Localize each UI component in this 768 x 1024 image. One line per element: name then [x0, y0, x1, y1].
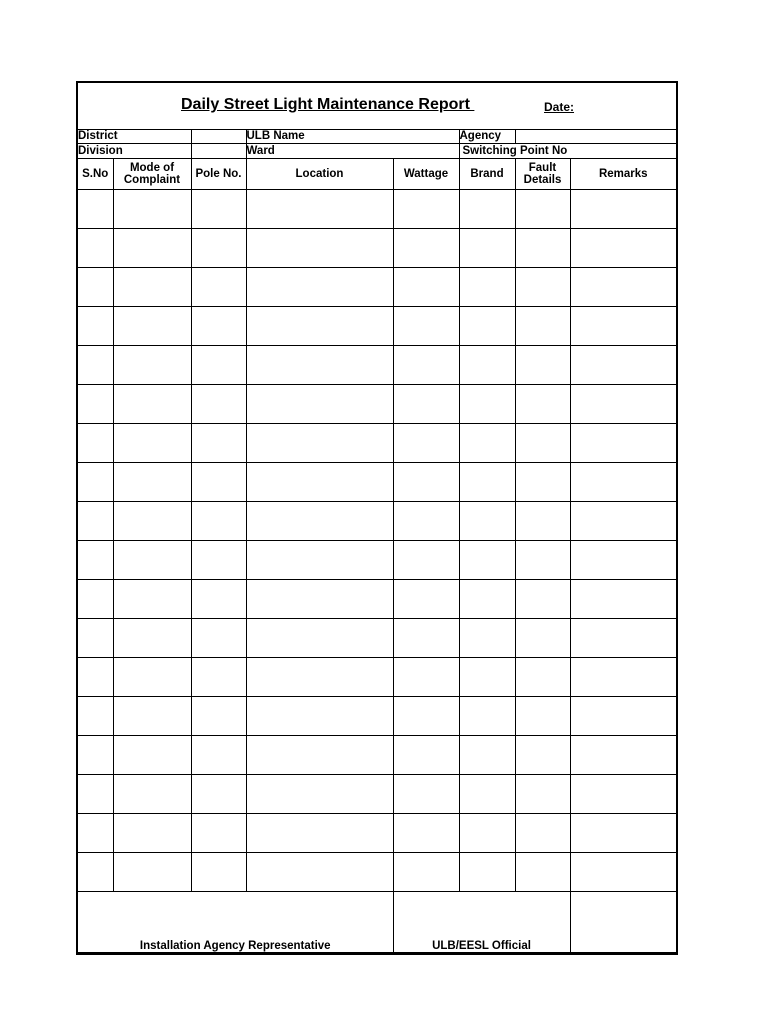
- agency-field[interactable]: [515, 129, 676, 144]
- table-cell[interactable]: [191, 853, 246, 892]
- table-cell[interactable]: [78, 775, 113, 814]
- col-header-mode-of-complaint: Mode of Complaint: [113, 159, 191, 190]
- table-cell[interactable]: [459, 190, 515, 229]
- table-cell[interactable]: [515, 775, 570, 814]
- ward-label: Ward: [246, 144, 459, 159]
- table-cell[interactable]: [246, 775, 393, 814]
- division-label: Division: [78, 144, 191, 159]
- col-header-location: Location: [246, 159, 393, 190]
- table-cell[interactable]: [191, 502, 246, 541]
- table-cell[interactable]: [246, 463, 393, 502]
- table-cell[interactable]: [191, 307, 246, 346]
- table-cell[interactable]: [515, 424, 570, 463]
- report-title: Daily Street Light Maintenance Report: [181, 96, 475, 113]
- table-cell[interactable]: [113, 580, 191, 619]
- table-cell[interactable]: [393, 775, 459, 814]
- table-cell[interactable]: [515, 190, 570, 229]
- info-row-division: [78, 144, 676, 159]
- table-row: [78, 268, 676, 307]
- table-cell[interactable]: [459, 385, 515, 424]
- table-cell[interactable]: [459, 775, 515, 814]
- table-cell[interactable]: [515, 463, 570, 502]
- table-cell[interactable]: [459, 658, 515, 697]
- table-cell[interactable]: [515, 229, 570, 268]
- table-cell[interactable]: [459, 697, 515, 736]
- table-cell[interactable]: [515, 658, 570, 697]
- table-row: [78, 307, 676, 346]
- table-cell[interactable]: [78, 502, 113, 541]
- table-cell[interactable]: [246, 346, 393, 385]
- table-cell[interactable]: [515, 619, 570, 658]
- table-cell[interactable]: [191, 229, 246, 268]
- table-row: [78, 775, 676, 814]
- table-cell[interactable]: [78, 307, 113, 346]
- table-cell[interactable]: [246, 853, 393, 892]
- table-cell[interactable]: [570, 229, 676, 268]
- table-cell[interactable]: [570, 814, 676, 853]
- table-cell[interactable]: [570, 307, 676, 346]
- table-row: [78, 736, 676, 775]
- table-row: [78, 346, 676, 385]
- table-cell[interactable]: [191, 736, 246, 775]
- table-cell[interactable]: [113, 346, 191, 385]
- table-row: [78, 853, 676, 892]
- table-cell[interactable]: [393, 580, 459, 619]
- table-cell[interactable]: [393, 463, 459, 502]
- table-cell[interactable]: [191, 424, 246, 463]
- table-cell[interactable]: [570, 658, 676, 697]
- table-cell[interactable]: [515, 853, 570, 892]
- table-cell[interactable]: [113, 853, 191, 892]
- table-cell[interactable]: [459, 346, 515, 385]
- table-cell[interactable]: [246, 268, 393, 307]
- table-cell[interactable]: [113, 385, 191, 424]
- table-row: [78, 580, 676, 619]
- table-cell[interactable]: [113, 424, 191, 463]
- table-cell[interactable]: [78, 346, 113, 385]
- col-header-brand: Brand: [459, 159, 515, 190]
- table-cell[interactable]: [113, 541, 191, 580]
- table-cell[interactable]: [393, 385, 459, 424]
- table-cell[interactable]: [191, 580, 246, 619]
- table-row: [78, 814, 676, 853]
- table-cell[interactable]: [246, 697, 393, 736]
- table-cell[interactable]: [459, 736, 515, 775]
- table-cell[interactable]: [191, 463, 246, 502]
- table-cell[interactable]: [78, 736, 113, 775]
- table-cell[interactable]: [570, 268, 676, 307]
- ulb-eesl-signature: ULB/EESL Official: [393, 892, 570, 953]
- table-cell[interactable]: [393, 502, 459, 541]
- table-cell[interactable]: [515, 346, 570, 385]
- table-cell[interactable]: [459, 541, 515, 580]
- table-cell[interactable]: [246, 814, 393, 853]
- table-cell[interactable]: [515, 697, 570, 736]
- col-header-remarks: Remarks: [570, 159, 676, 190]
- table-cell[interactable]: [570, 424, 676, 463]
- table-cell[interactable]: [393, 814, 459, 853]
- district-field[interactable]: [191, 129, 246, 144]
- table-cell[interactable]: [515, 385, 570, 424]
- table-cell[interactable]: [459, 307, 515, 346]
- table-cell[interactable]: [113, 190, 191, 229]
- table-cell[interactable]: [113, 736, 191, 775]
- table-cell[interactable]: [393, 307, 459, 346]
- table-cell[interactable]: [246, 502, 393, 541]
- table-cell[interactable]: [113, 268, 191, 307]
- district-label: District: [78, 129, 191, 144]
- table-cell[interactable]: [515, 541, 570, 580]
- table-cell[interactable]: [459, 580, 515, 619]
- table-cell[interactable]: [393, 619, 459, 658]
- table-cell[interactable]: [191, 346, 246, 385]
- table-row: [78, 190, 676, 229]
- table-cell[interactable]: [113, 619, 191, 658]
- table-cell[interactable]: [78, 658, 113, 697]
- table-cell[interactable]: [246, 424, 393, 463]
- table-cell[interactable]: [78, 814, 113, 853]
- table-cell[interactable]: [515, 502, 570, 541]
- signature-row: [78, 892, 676, 953]
- table-cell[interactable]: [570, 736, 676, 775]
- table-row: [78, 463, 676, 502]
- table-cell[interactable]: [459, 424, 515, 463]
- table-cell[interactable]: [78, 424, 113, 463]
- table-cell[interactable]: [191, 541, 246, 580]
- table-cell[interactable]: [459, 502, 515, 541]
- table-cell[interactable]: [78, 697, 113, 736]
- table-row: [78, 541, 676, 580]
- table-cell[interactable]: [191, 619, 246, 658]
- table-cell[interactable]: [515, 307, 570, 346]
- table-cell[interactable]: [191, 814, 246, 853]
- table-cell[interactable]: [78, 229, 113, 268]
- table-cell[interactable]: [113, 229, 191, 268]
- division-field[interactable]: [191, 144, 246, 159]
- table-cell[interactable]: [246, 658, 393, 697]
- table-cell[interactable]: [113, 502, 191, 541]
- table-cell[interactable]: [113, 697, 191, 736]
- table-cell[interactable]: [393, 424, 459, 463]
- table-cell[interactable]: [570, 697, 676, 736]
- info-row-district: [78, 129, 676, 144]
- table-cell[interactable]: [570, 502, 676, 541]
- table-cell[interactable]: [459, 814, 515, 853]
- table-cell[interactable]: [393, 853, 459, 892]
- table-cell[interactable]: [393, 229, 459, 268]
- table-cell[interactable]: [246, 307, 393, 346]
- table-cell[interactable]: [113, 658, 191, 697]
- table-cell[interactable]: [459, 229, 515, 268]
- switching-point-label: Switching Point No: [459, 144, 676, 159]
- table-cell[interactable]: [570, 775, 676, 814]
- table-cell[interactable]: [393, 541, 459, 580]
- col-header-wattage: Wattage: [393, 159, 459, 190]
- table-cell[interactable]: [393, 346, 459, 385]
- table-row: [78, 658, 676, 697]
- table-cell[interactable]: [570, 190, 676, 229]
- signature-blank-cell: [570, 892, 676, 953]
- table-cell[interactable]: [570, 619, 676, 658]
- table-row: [78, 697, 676, 736]
- table-cell[interactable]: [515, 268, 570, 307]
- table-cell[interactable]: [393, 658, 459, 697]
- table-cell[interactable]: [78, 190, 113, 229]
- table-cell[interactable]: [78, 541, 113, 580]
- table-cell[interactable]: [191, 658, 246, 697]
- table-cell[interactable]: [78, 853, 113, 892]
- table-cell[interactable]: [393, 190, 459, 229]
- table-row: [78, 229, 676, 268]
- table-cell[interactable]: [78, 268, 113, 307]
- table-cell[interactable]: [459, 268, 515, 307]
- installation-agency-signature: Installation Agency Representative: [78, 892, 393, 953]
- table-cell[interactable]: [191, 775, 246, 814]
- agency-label: Agency: [459, 129, 515, 144]
- table-cell[interactable]: [113, 307, 191, 346]
- col-header-sno: S.No: [78, 159, 113, 190]
- table-cell[interactable]: [191, 190, 246, 229]
- date-label: Date:: [544, 100, 575, 114]
- table-cell[interactable]: [191, 697, 246, 736]
- table-cell[interactable]: [393, 697, 459, 736]
- table-row: [78, 619, 676, 658]
- table-cell[interactable]: [246, 580, 393, 619]
- table-cell[interactable]: [113, 463, 191, 502]
- table-cell[interactable]: [78, 580, 113, 619]
- table-row: [78, 502, 676, 541]
- table-row: [78, 424, 676, 463]
- table-cell[interactable]: [570, 385, 676, 424]
- table-row: [78, 385, 676, 424]
- table-cell[interactable]: [515, 736, 570, 775]
- column-header-row: [78, 159, 676, 190]
- table-cell[interactable]: [246, 541, 393, 580]
- table-cell[interactable]: [246, 190, 393, 229]
- table-cell[interactable]: [570, 541, 676, 580]
- table-cell[interactable]: [570, 463, 676, 502]
- table-cell[interactable]: [246, 229, 393, 268]
- table-cell[interactable]: [246, 619, 393, 658]
- table-cell[interactable]: [78, 463, 113, 502]
- table-cell[interactable]: [515, 814, 570, 853]
- ulb-name-label: ULB Name: [246, 129, 459, 144]
- table-cell[interactable]: [78, 619, 113, 658]
- table-cell[interactable]: [191, 385, 246, 424]
- table-cell[interactable]: [113, 775, 191, 814]
- table-cell[interactable]: [393, 736, 459, 775]
- table-cell[interactable]: [246, 385, 393, 424]
- table-cell[interactable]: [570, 853, 676, 892]
- col-header-fault-details: Fault Details: [515, 159, 570, 190]
- table-cell[interactable]: [515, 580, 570, 619]
- table-cell[interactable]: [459, 619, 515, 658]
- table-cell[interactable]: [570, 346, 676, 385]
- table-cell[interactable]: [78, 385, 113, 424]
- report-sheet: [76, 81, 678, 955]
- table-cell[interactable]: [246, 736, 393, 775]
- title-row: [78, 83, 676, 130]
- table-cell[interactable]: [191, 268, 246, 307]
- table-cell[interactable]: [459, 853, 515, 892]
- table-cell[interactable]: [393, 268, 459, 307]
- table-cell[interactable]: [570, 580, 676, 619]
- table-cell[interactable]: [459, 463, 515, 502]
- col-header-pole-no: Pole No.: [191, 159, 246, 190]
- table-cell[interactable]: [113, 814, 191, 853]
- report-table: [78, 129, 676, 953]
